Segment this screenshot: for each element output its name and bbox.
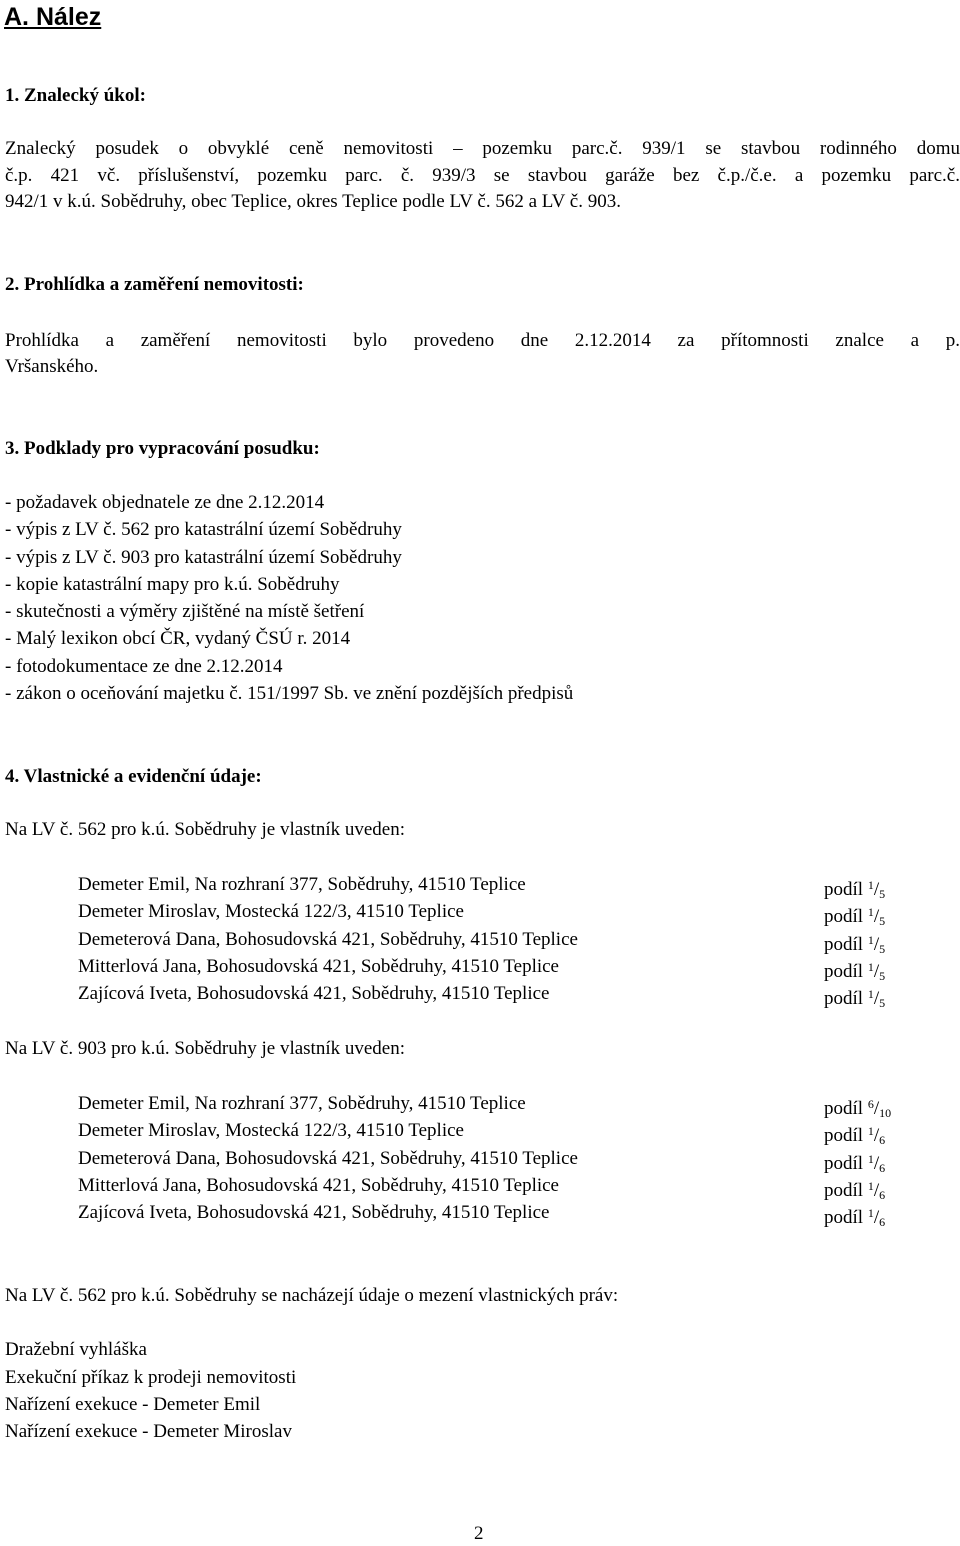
restriction-item-2: Exekuční příkaz k prodeji nemovitosti [5,1367,297,1388]
lv562-intro: Na LV č. 562 pro k.ú. Sobědruhy je vlastník uveden: [5,819,406,840]
restriction-item-4: Nařízení exekuce - Demeter Miroslav [5,1421,292,1442]
lv903-owner-3: Demeterová Dana, Bohosudovská 421, Sobědruhy, 41510 Teplice [78,1148,578,1169]
source-item-1: - požadavek objednatele ze dne 2.12.2014 [5,492,325,513]
lv903-share-2: podíl $^1/_6$ [824,1124,886,1147]
lv903-owner-5: Zajícová Iveta, Bohosudovská 421, Sobědruhy, 41510 Teplice [78,1202,550,1223]
section-2-line-2: Vršanského. [5,356,99,377]
lv903-share-5: podíl $^1/_6$ [824,1206,886,1229]
restriction-item-3: Nařízení exekuce - Demeter Emil [5,1394,261,1415]
source-item-2: - výpis z LV č. 562 pro katastrální území Sobědruhy [5,519,402,540]
source-item-8: - zákon o oceňování majetku č. 151/1997 Sb. ve znění pozdějších předpisů [5,683,574,704]
section-1-line-1: Znalecký posudek o obvyklé ceně nemovitosti – pozemku parc.č. 939/1 se stavbou rodinného domu [5,138,960,159]
section-1-line-2: č.p. 421 vč. příslušenství, pozemku parc. č. 939/3 se stavbou garáže bez č.p./č.e. a pozemku parc.č. [5,165,960,186]
lv903-owner-2: Demeter Miroslav, Mostecká 122/3, 41510 Teplice [78,1120,464,1141]
lv562-share-5: podíl $^1/_5$ [824,987,886,1010]
section-4-heading: 4. Vlastnické a evidenční údaje: [5,766,262,787]
lv903-share-1: podíl $^6/_{10}$ [824,1097,892,1120]
lv903-share-4: podíl $^1/_6$ [824,1179,886,1202]
lv562-share-4: podíl $^1/_5$ [824,960,886,983]
page-number: 2 [474,1523,484,1544]
lv562-owner-2: Demeter Miroslav, Mostecká 122/3, 41510 Teplice [78,901,464,922]
lv562-share-1: podíl $^1/_5$ [824,878,886,901]
restriction-item-1: Dražební vyhláška [5,1339,147,1360]
lv903-intro: Na LV č. 903 pro k.ú. Sobědruhy je vlastník uveden: [5,1038,406,1059]
lv562-owner-1: Demeter Emil, Na rozhraní 377, Sobědruhy, 41510 Teplice [78,874,526,895]
lv903-owner-1: Demeter Emil, Na rozhraní 377, Sobědruhy, 41510 Teplice [78,1093,526,1114]
section-2-line-1: Prohlídka a zaměření nemovitosti bylo provedeno dne 2.12.2014 za přítomnosti znalce a p. [5,330,960,351]
section-1-line-3: 942/1 v k.ú. Sobědruhy, obec Teplice, okres Teplice podle LV č. 562 a LV č. 903. [5,191,621,212]
lv903-owner-4: Mitterlová Jana, Bohosudovská 421, Sobědruhy, 41510 Teplice [78,1175,559,1196]
lv562-owner-5: Zajícová Iveta, Bohosudovská 421, Sobědruhy, 41510 Teplice [78,983,550,1004]
lv562-owner-3: Demeterová Dana, Bohosudovská 421, Sobědruhy, 41510 Teplice [78,929,578,950]
section-2-heading: 2. Prohlídka a zaměření nemovitosti: [5,274,304,295]
source-item-4: - kopie katastrální mapy pro k.ú. Sobědruhy [5,574,340,595]
source-item-6: - Malý lexikon obcí ČR, vydaný ČSÚ r. 2014 [5,628,351,649]
lv562-share-2: podíl $^1/_5$ [824,905,886,928]
source-item-5: - skutečnosti a výměry zjištěné na místě šetření [5,601,365,622]
source-item-3: - výpis z LV č. 903 pro katastrální území Sobědruhy [5,547,402,568]
section-1-heading: 1. Znalecký úkol: [5,85,146,106]
lv562-owner-4: Mitterlová Jana, Bohosudovská 421, Sobědruhy, 41510 Teplice [78,956,559,977]
restrictions-intro: Na LV č. 562 pro k.ú. Sobědruhy se nacházejí údaje o mezení vlastnických práv: [5,1285,619,1306]
section-3-heading: 3. Podklady pro vypracování posudku: [5,438,320,459]
source-item-7: - fotodokumentace ze dne 2.12.2014 [5,656,283,677]
lv562-share-3: podíl $^1/_5$ [824,933,886,956]
page-title: A. Nález [4,3,102,31]
lv903-share-3: podíl $^1/_6$ [824,1152,886,1175]
